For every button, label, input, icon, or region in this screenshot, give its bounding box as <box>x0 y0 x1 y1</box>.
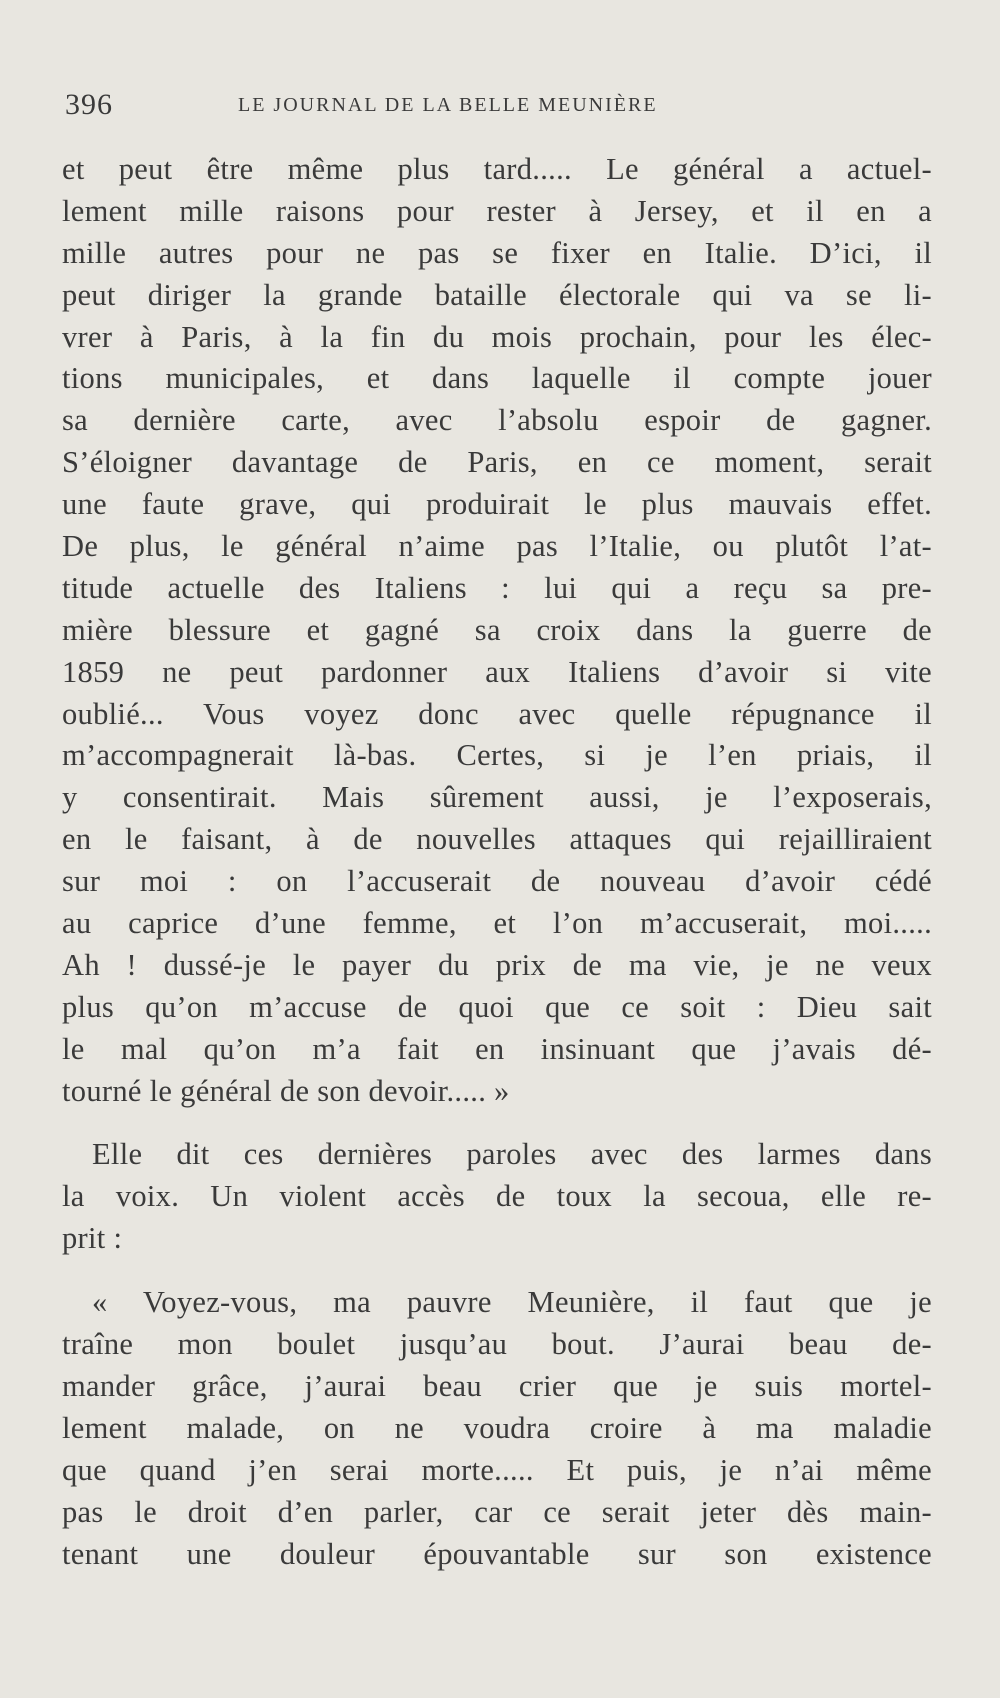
text-line: titude actuelle des Italiens : lui qui a reçu sa pre- <box>62 570 932 605</box>
text-line: mille autres pour ne pas se fixer en Italie. D’ici, il <box>62 235 932 270</box>
page-header <box>65 88 930 128</box>
text-line: S’éloigner davantage de Paris, en ce moment, serait <box>62 445 932 480</box>
text-line: tourné le général de son devoir..... » <box>62 1073 510 1108</box>
text-line: Ah ! dussé-je le payer du prix de ma vie, je ne veux <box>62 947 932 982</box>
text-line: m’accompagnerait là-bas. Certes, si je l’en priais, il <box>62 738 932 773</box>
running-title: LE JOURNAL DE LA BELLE MEUNIÈRE <box>238 94 658 116</box>
text-line: traîne mon boulet jusqu’au bout. J’aurai beau de- <box>62 1327 932 1362</box>
text-line: prit : <box>62 1221 123 1256</box>
text-line: sa dernière carte, avec l’absolu espoir de gagner. <box>62 403 932 438</box>
text-line: lement malade, on ne voudra croire à ma maladie <box>62 1410 932 1445</box>
text-line: y consentirait. Mais sûrement aussi, je l’exposerais, <box>62 780 932 815</box>
text-line: « Voyez-vous, ma pauvre Meunière, il faut que je <box>92 1285 932 1320</box>
text-line: mander grâce, j’aurai beau crier que je suis mortel- <box>62 1368 932 1403</box>
text-line: De plus, le général n’aime pas l’Italie, ou plutôt l’at- <box>62 529 932 564</box>
text-line: mière blessure et gagné sa croix dans la guerre de <box>62 612 932 647</box>
text-line: pas le droit d’en parler, car ce serait jeter dès main- <box>62 1494 932 1529</box>
text-line: que quand j’en serai morte..... Et puis, je n’ai même <box>62 1452 932 1487</box>
paragraph-2 <box>62 1134 932 1260</box>
paragraph-gap <box>62 1260 932 1282</box>
text-line: vrer à Paris, à la fin du mois prochain, pour les élec- <box>62 319 932 354</box>
text-line: tenant une douleur épouvantable sur son existence <box>62 1536 932 1571</box>
text-line: lement mille raisons pour rester à Jersey, et il en a <box>62 193 932 228</box>
text-line: oublié... Vous voyez donc avec quelle répugnance il <box>62 696 932 731</box>
text-line: le mal qu’on m’a fait en insinuant que j’avais dé- <box>62 1031 932 1066</box>
text-line: en le faisant, à de nouvelles attaques qui rejailliraient <box>62 822 932 857</box>
text-line: 1859 ne peut pardonner aux Italiens d’avoir si vite <box>62 654 932 689</box>
text-line: tions municipales, et dans laquelle il compte jouer <box>62 361 932 396</box>
text-line: la voix. Un violent accès de toux la secoua, elle re- <box>62 1179 932 1214</box>
text-line: et peut être même plus tard..... Le général a actuel- <box>62 152 932 186</box>
text-line: une faute grave, qui produirait le plus mauvais effet. <box>62 487 932 522</box>
text-line: au caprice d’une femme, et l’on m’accuserait, moi..... <box>62 906 932 941</box>
text-line: Elle dit ces dernières paroles avec des larmes dans <box>92 1137 932 1172</box>
paragraph-1 <box>62 149 932 1112</box>
page-body <box>62 149 932 1575</box>
text-line: plus qu’on m’accuse de quoi que ce soit : Dieu sait <box>62 989 932 1024</box>
paragraph-gap <box>62 1112 932 1134</box>
paragraph-3 <box>62 1282 932 1575</box>
text-line: peut diriger la grande bataille électorale qui va se li- <box>62 277 932 312</box>
text-line: sur moi : on l’accuserait de nouveau d’avoir cédé <box>62 864 932 899</box>
page-number: 396 <box>65 88 113 121</box>
